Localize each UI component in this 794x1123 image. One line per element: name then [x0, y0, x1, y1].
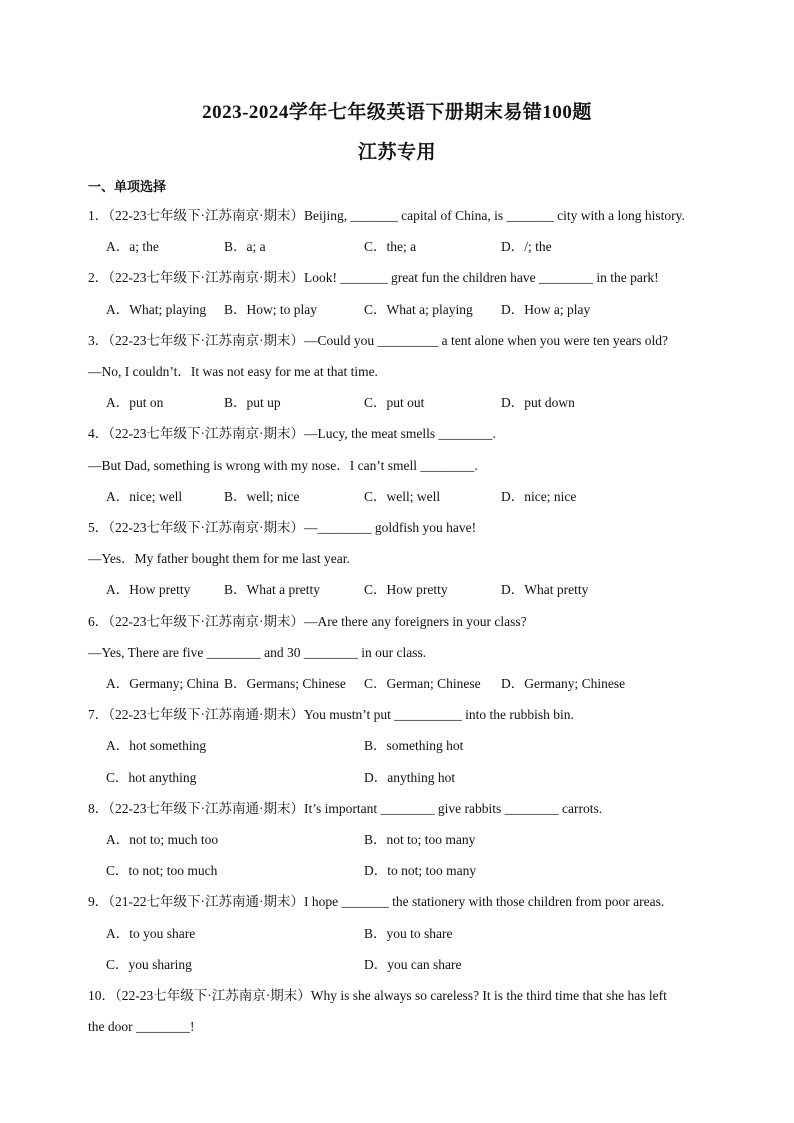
- question-2-stem: 2．（22-23七年级下·江苏南京·期末）Look! _______ great fun the children have ________ in the park!: [88, 270, 659, 285]
- question-6-option-a: A．Germany; China: [106, 676, 219, 691]
- question-4-option-b: B．well; nice: [224, 489, 300, 504]
- question-5-option-c: C．How pretty: [364, 582, 448, 597]
- question-3-option-d: D．put down: [501, 395, 575, 410]
- question-2-option-a: A．What; playing: [106, 302, 207, 317]
- question-3-option-c: C．put out: [364, 395, 425, 410]
- question-5-option-b: B．What a pretty: [224, 582, 320, 597]
- question-7-option-d: D．anything hot: [364, 770, 456, 785]
- question-3-stem: 3．（22-23七年级下·江苏南京·期末）—Could you _________ a tent alone when you were ten years old?: [88, 333, 669, 348]
- question-7-option-b: B．something hot: [364, 738, 464, 753]
- question-8-stem: 8．（22-23七年级下·江苏南通·期末）It’s important ________ give rabbits ________ carrots.: [88, 801, 603, 816]
- page-subtitle: 江苏专用: [357, 142, 436, 163]
- question-6-stem: 6．（22-23七年级下·江苏南京·期末）—Are there any foreigners in your class?: [88, 614, 527, 629]
- question-10-stem: 10．（22-23七年级下·江苏南京·期末）Why is she always so careless? It is the third time that she has left: [88, 988, 667, 1003]
- question-8-option-b: B．not to; too many: [364, 832, 476, 847]
- question-9-option-d: D．you can share: [364, 957, 462, 972]
- question-4-reply: —But Dad, something is wrong with my nose．I can’t smell ________.: [88, 458, 478, 473]
- question-5-reply: —Yes．My father bought them for me last year.: [88, 551, 350, 566]
- question-2-option-d: D．How a; play: [501, 302, 591, 317]
- question-1-option-d: D．/; the: [501, 239, 552, 254]
- question-9-option-b: B．you to share: [364, 926, 453, 941]
- question-1-stem: 1．（22-23七年级下·江苏南京·期末）Beijing, _______ capital of China, is _______ city with a long history.: [88, 208, 685, 223]
- question-9-option-c: C．you sharing: [106, 957, 192, 972]
- question-4-stem: 4．（22-23七年级下·江苏南京·期末）—Lucy, the meat smells ________.: [88, 426, 496, 441]
- question-5-option-a: A．How pretty: [106, 582, 191, 597]
- question-1-option-b: B．a; a: [224, 239, 266, 254]
- question-4-option-c: C．well; well: [364, 489, 441, 504]
- question-7-stem: 7．（22-23七年级下·江苏南通·期末）You mustn’t put __________ into the rubbish bin.: [88, 707, 574, 722]
- question-3-option-a: A．put on: [106, 395, 164, 410]
- question-7-option-a: A．hot something: [106, 738, 207, 753]
- question-5-stem: 5．（22-23七年级下·江苏南京·期末）—________ goldfish you have!: [88, 520, 477, 535]
- question-3-option-b: B．put up: [224, 395, 281, 410]
- section-heading: 一、单项选择: [88, 179, 167, 194]
- question-2-option-c: C．What a; playing: [364, 302, 473, 317]
- question-6-option-d: D．Germany; Chinese: [501, 676, 626, 691]
- question-1-option-a: A．a; the: [106, 239, 159, 254]
- question-6-option-c: C．German; Chinese: [364, 676, 481, 691]
- question-4-option-d: D．nice; nice: [501, 489, 577, 504]
- question-2-option-b: B．How; to play: [224, 302, 317, 317]
- question-8-option-d: D．to not; too many: [364, 863, 477, 878]
- question-3-reply: —No, I couldn’t．It was not easy for me at that time.: [88, 364, 378, 379]
- question-7-option-c: C．hot anything: [106, 770, 197, 785]
- question-8-option-a: A．not to; much too: [106, 832, 219, 847]
- page-title: 2023-2024学年七年级英语下册期末易错100题: [202, 102, 592, 123]
- question-5-option-d: D．What pretty: [501, 582, 589, 597]
- question-1-option-c: C．the; a: [364, 239, 417, 254]
- question-8-option-c: C．to not; too much: [106, 863, 218, 878]
- question-9-stem: 9．（21-22七年级下·江苏南通·期末）I hope _______ the stationery with those children from poor areas.: [88, 894, 665, 909]
- question-4-option-a: A．nice; well: [106, 489, 183, 504]
- question-10-stem-continued: the door ________!: [88, 1019, 195, 1034]
- question-6-option-b: B．Germans; Chinese: [224, 676, 346, 691]
- question-6-reply: —Yes, There are five ________ and 30 ________ in our class.: [88, 645, 427, 660]
- question-9-option-a: A．to you share: [106, 926, 196, 941]
